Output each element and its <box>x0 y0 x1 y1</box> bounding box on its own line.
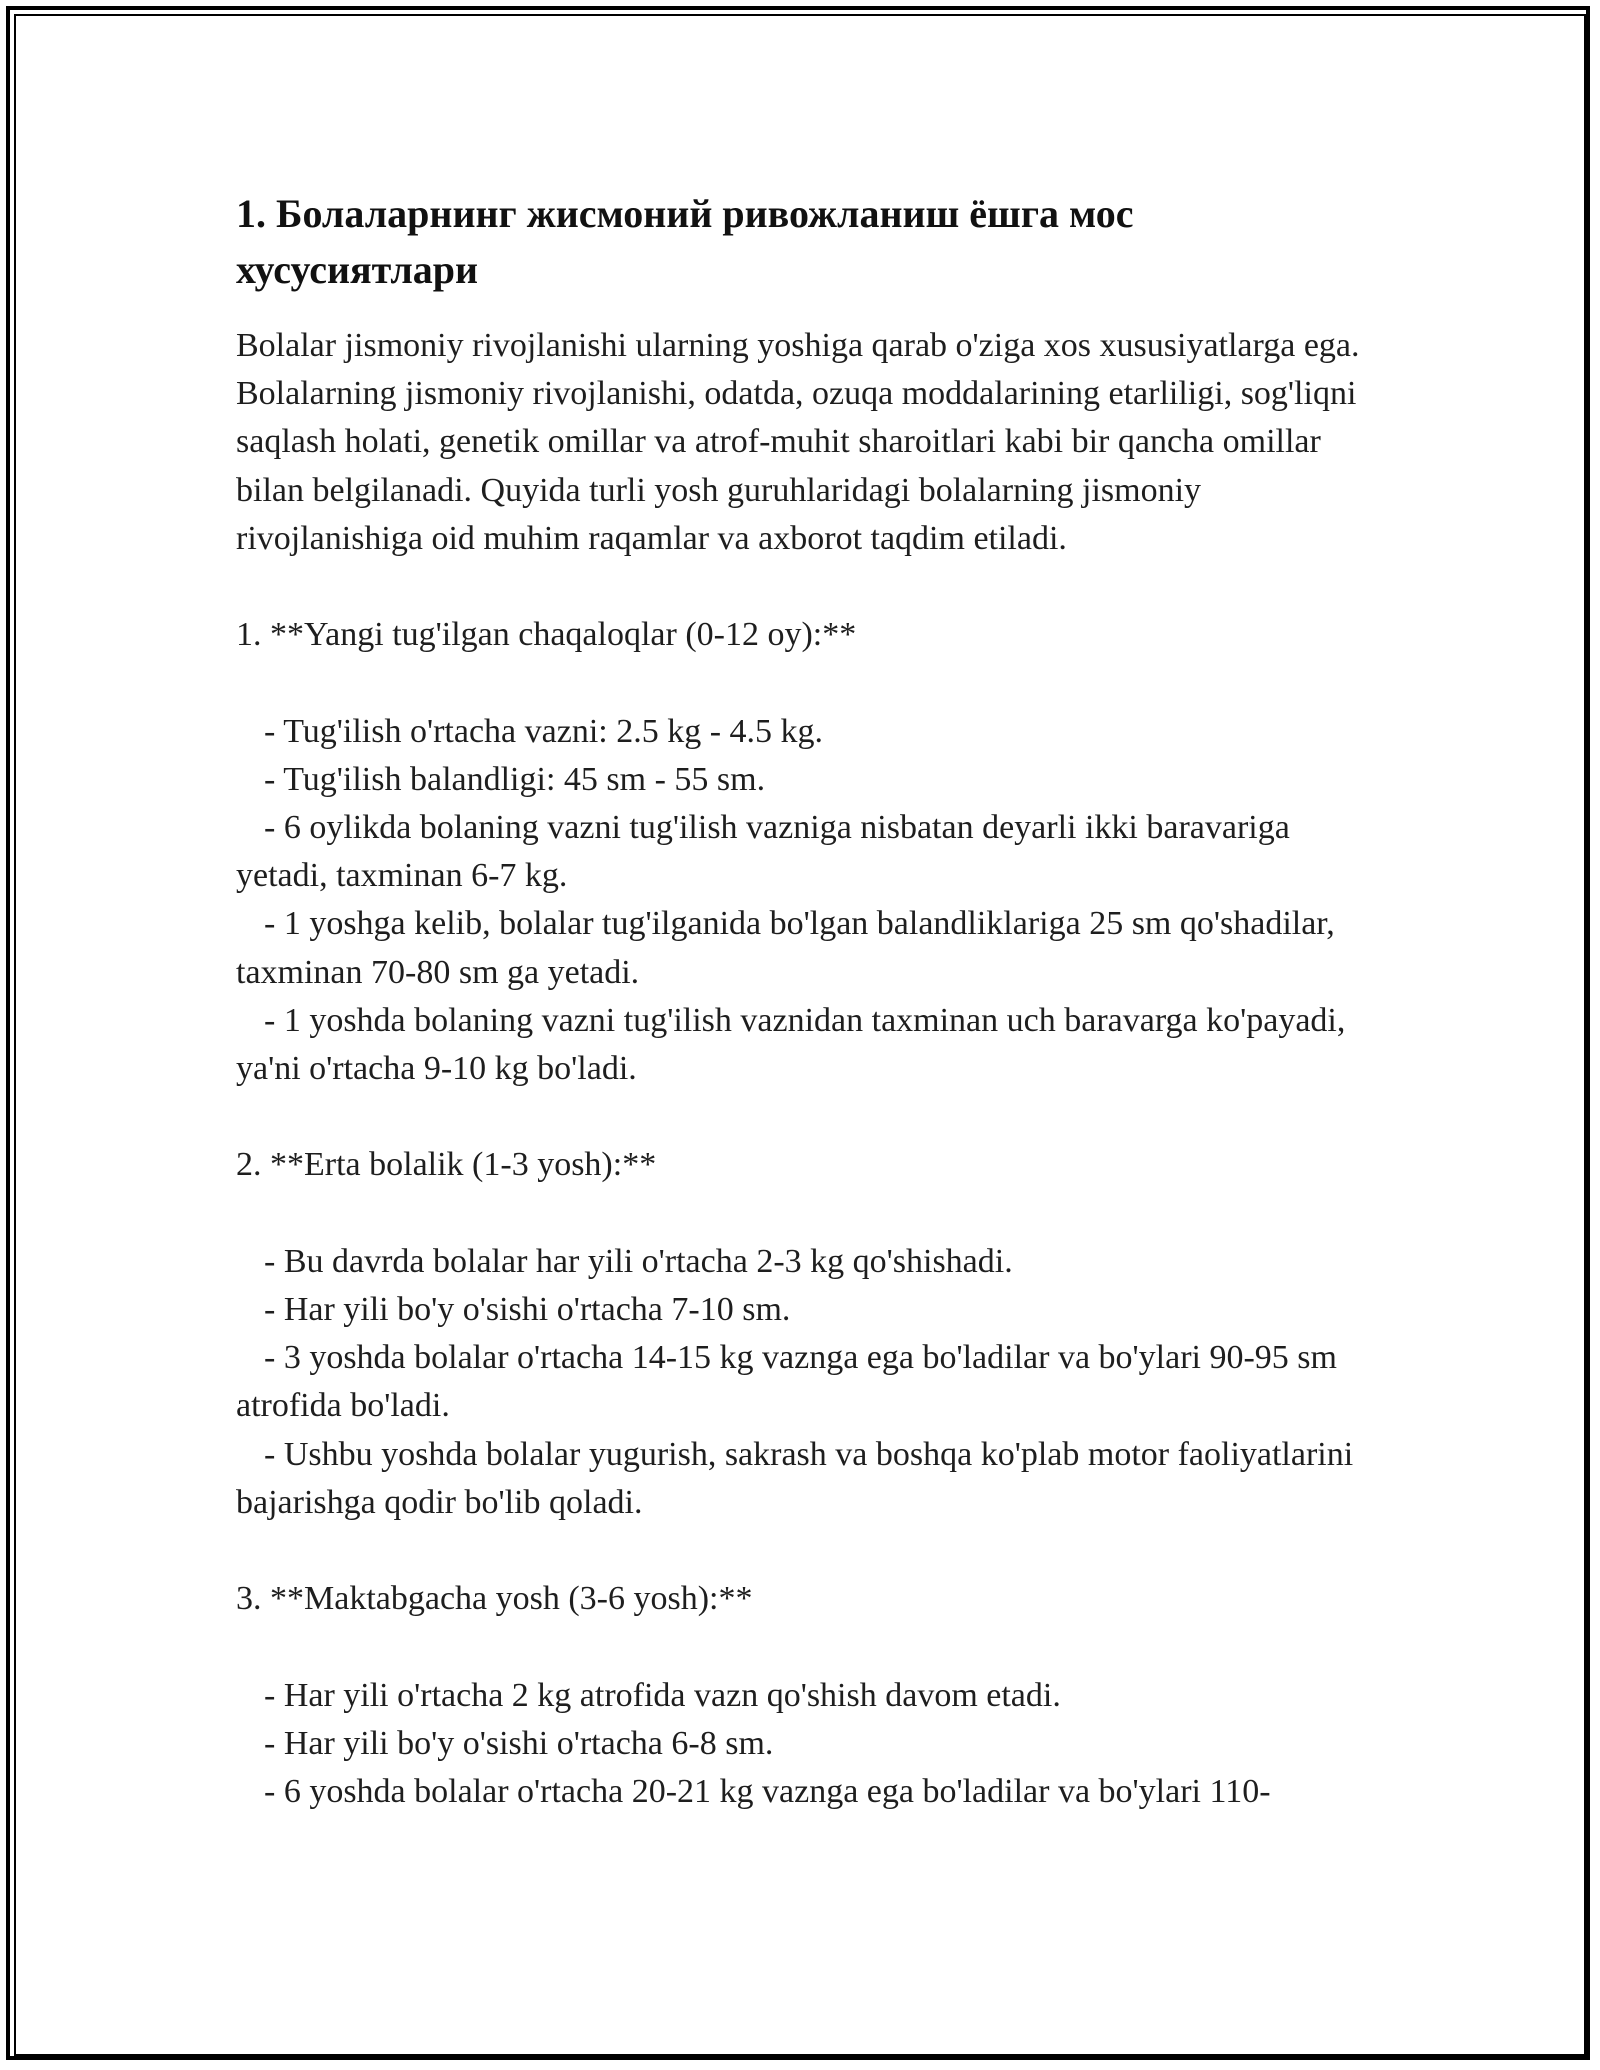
document-page <box>236 186 1366 1816</box>
list-item: - 1 yoshda bolaning vazni tug'ilish vaznidan taxminan uch baravarga ko'payadi, ya'ni o'rtacha 9-10 kg bo'ladi. <box>236 1001 1346 1088</box>
section-title: 2. **Erta bolalik (1-3 yosh):** <box>236 1146 657 1184</box>
list-item: - Tug'ilish balandligi: 45 sm - 55 sm. <box>264 760 766 798</box>
section-title: 3. **Maktabgacha yosh (3-6 yosh):** <box>236 1580 753 1618</box>
list-item: - Har yili o'rtacha 2 kg atrofida vazn qo'shish davom etadi. <box>264 1676 1061 1714</box>
list-item: - 6 oylikda bolaning vazni tug'ilish vazniga nisbatan deyarli ikki baravariga yetadi, taxminan 6-7 kg. <box>236 809 1290 895</box>
list-item: - Ushbu yoshda bolalar yugurish, sakrash va boshqa ko'plab motor faoliyatlarini bajarishga qodir bo'lib qoladi. <box>236 1435 1354 1521</box>
section-title: 1. **Yangi tug'ilgan chaqaloqlar (0-12 oy):** <box>236 616 857 654</box>
list-item: - Har yili bo'y o'sishi o'rtacha 7-10 sm. <box>264 1291 791 1328</box>
intro-paragraph: Bolalar jismoniy rivojlanishi ularning yoshiga qarab o'ziga xos xususiyatlarga ega. Bolalarning jismoniy rivojlanishi, odatda, ozuqa moddalarining etarliligi, sog'liqni saqlash holati, genetik omillar va atrof-muhit sharoitlari kabi bir qancha omillar bilan belgilanadi. Quyida turli yosh guruhlaridagi bolalarning jismoniy rivojlanishiga oid muhim raqamlar va axborot taqdim etiladi. <box>236 327 1360 557</box>
section-early-childhood <box>236 1141 1366 1527</box>
list-item: - 6 yoshda bolalar o'rtacha 20-21 kg vaznga ega bo'ladilar va bo'ylari 110- <box>264 1773 1271 1810</box>
list-item: - Bu davrda bolalar har yili o'rtacha 2-3 kg qo'shishadi. <box>264 1242 1013 1280</box>
list-item: - 1 yoshga kelib, bolalar tug'ilganida bo'lgan balandliklariga 25 sm qo'shadilar, taxminan 70-80 sm ga yetadi. <box>236 905 1335 991</box>
list-item: - Har yili bo'y o'sishi o'rtacha 6-8 sm. <box>264 1724 774 1762</box>
list-item: - Tug'ilish o'rtacha vazni: 2.5 kg - 4.5 kg. <box>264 712 824 750</box>
document-heading: 1. Болаларнинг жисмоний ривожланиш ёшга мос хусусиятлари <box>236 191 1134 292</box>
section-newborns <box>236 611 1366 1093</box>
section-preschool <box>236 1575 1366 1816</box>
list-item: - 3 yoshda bolalar o'rtacha 14-15 kg vaznga ega bo'ladilar va bo'ylari 90-95 sm atrofida bo'ladi. <box>236 1339 1337 1425</box>
